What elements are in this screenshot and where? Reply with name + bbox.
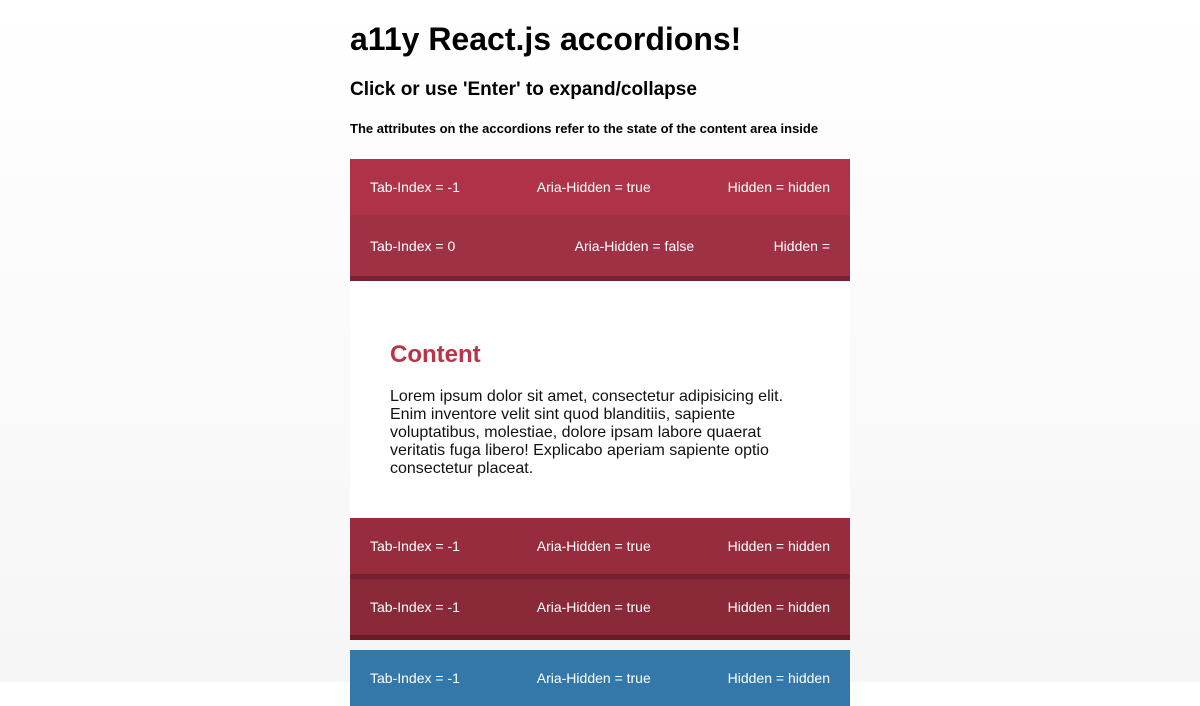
tab-index-label: Tab-Index = -1 [370, 670, 460, 686]
accordion-header-1[interactable] [350, 159, 850, 215]
accordion-content-panel [350, 281, 850, 518]
page-title: a11y React.js accordions! [350, 21, 742, 57]
hidden-label: Hidden = hidden [727, 670, 830, 686]
tab-index-label: Tab-Index = -1 [370, 538, 460, 554]
tab-index-label: Tab-Index = -1 [370, 179, 460, 195]
tab-index-label: Tab-Index = -1 [370, 599, 460, 615]
accordion-header-2[interactable] [350, 215, 850, 281]
content-heading: Content [390, 341, 481, 368]
accordion-header-5[interactable] [350, 650, 850, 706]
accordion-divider [350, 635, 850, 640]
aria-hidden-label: Aria-Hidden = true [536, 179, 651, 195]
aria-hidden-label: Aria-Hidden = true [536, 538, 651, 554]
accordion-header-4[interactable] [350, 579, 850, 635]
content-body: Lorem ipsum dolor sit amet, consectetur adipisicing elit. Enim inventore velit sint quod blanditiis, sapiente voluptatibus, molestiae, dolore ipsam labore quaerat veritatis fuga libero! Explicabo aperiam sapiente optio consectetur placeat. [390, 388, 784, 477]
aria-hidden-label: Aria-Hidden = false [574, 237, 695, 254]
page-subtitle: Click or use 'Enter' to expand/collapse [350, 79, 697, 100]
tab-index-label: Tab-Index = 0 [370, 237, 456, 254]
hidden-label: Hidden = [773, 237, 830, 254]
aria-hidden-label: Aria-Hidden = true [536, 670, 651, 686]
attributes-note: The attributes on the accordions refer to the state of the content area inside [350, 121, 819, 136]
hidden-label: Hidden = hidden [727, 538, 830, 554]
hidden-label: Hidden = hidden [727, 179, 830, 195]
accordion-header-3[interactable] [350, 518, 850, 574]
hidden-label: Hidden = hidden [727, 599, 830, 615]
aria-hidden-label: Aria-Hidden = true [536, 599, 651, 615]
